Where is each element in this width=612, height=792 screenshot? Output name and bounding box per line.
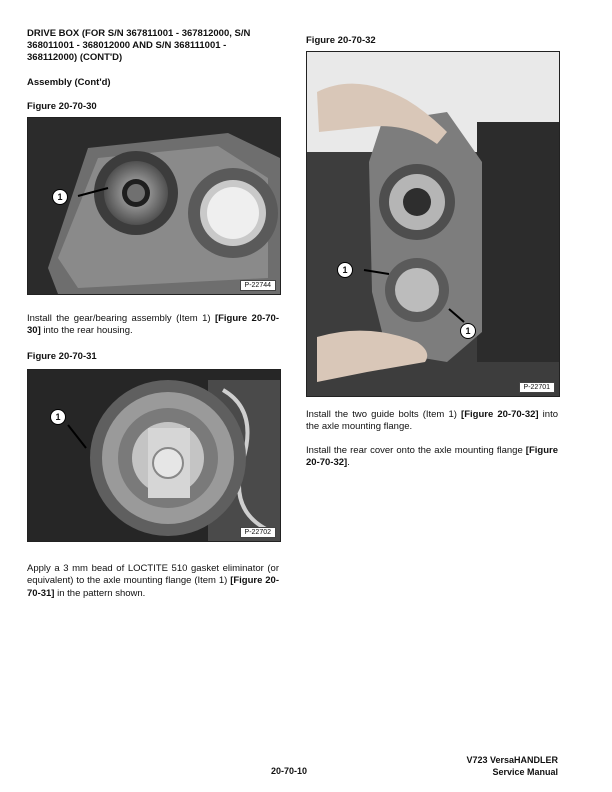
gear-housing-image <box>28 118 280 294</box>
manual-title-block <box>420 754 558 778</box>
callout-item-1: 1 <box>52 189 68 205</box>
figure-30-photo <box>27 117 281 295</box>
heading-line-2: 368011001 - 368012000 AND S/N 368111001 - <box>27 40 227 51</box>
callout-item-1: 1 <box>50 409 66 425</box>
photo-id-tag: P-22744 <box>240 280 276 291</box>
instruction-paragraph-1: Install the gear/bearing assembly (Item 1) [Figure 20-70-30] into the rear housing. <box>27 313 280 337</box>
figure-reference: [Figure 20-70-31] <box>27 575 279 599</box>
heading-line-1: DRIVE BOX (FOR S/N 367811001 - 367812000, S/N <box>27 28 251 39</box>
figure-32-photo <box>306 51 560 397</box>
figure-31-label: Figure 20-70-31 <box>27 351 97 362</box>
instruction-paragraph-2: Apply a 3 mm bead of LOCTITE 510 gasket eliminator (or equivalent) to the axle mounting flange (Item 1) [Figure 20-70-31] in the pattern shown. <box>27 563 279 599</box>
instruction-paragraph-4: Install the rear cover onto the axle mounting flange [Figure 20-70-32]. <box>306 445 558 469</box>
figure-30-label: Figure 20-70-30 <box>27 101 97 112</box>
figure-reference: [Figure 20-70-30] <box>27 313 280 337</box>
callout-item-1: 1 <box>337 262 353 278</box>
manual-subtitle: Service Manual <box>492 767 558 777</box>
figure-reference: [Figure 20-70-32] <box>461 409 539 420</box>
photo-id-tag: P-22702 <box>240 527 276 538</box>
page-number: 20-70-10 <box>271 766 308 776</box>
axle-flange-image <box>28 370 280 541</box>
figure-reference: [Figure 20-70-32] <box>306 445 558 469</box>
heading-line-3: 368112000) (CONT'D) <box>27 52 123 63</box>
rear-cover-install-image <box>307 52 559 396</box>
callout-item-1-second: 1 <box>460 323 476 339</box>
photo-id-tag: P-22701 <box>519 382 555 393</box>
assembly-subtitle: Assembly (Cont'd) <box>27 77 111 88</box>
section-heading <box>27 28 279 64</box>
figure-31-photo <box>27 369 281 542</box>
manual-title: V723 VersaHANDLER <box>466 755 558 765</box>
figure-32-label: Figure 20-70-32 <box>306 35 376 46</box>
instruction-paragraph-3: Install the two guide bolts (Item 1) [Figure 20-70-32] into the axle mounting flange. <box>306 409 558 433</box>
